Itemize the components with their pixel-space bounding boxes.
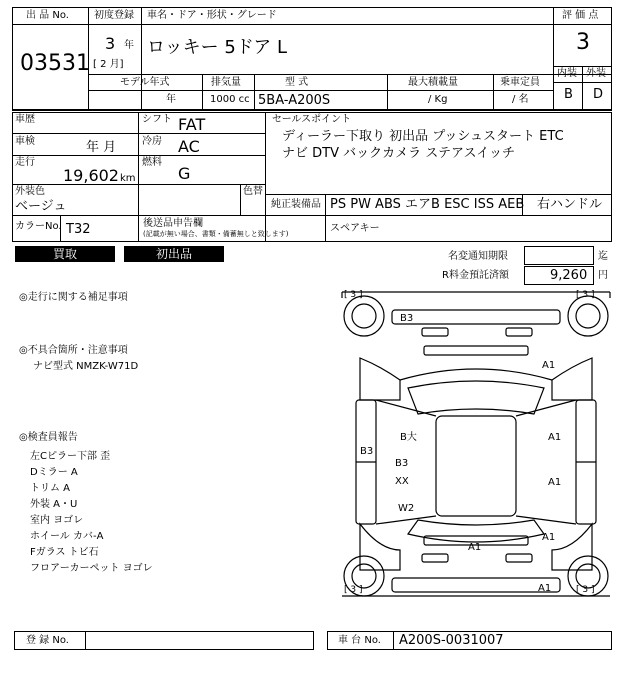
post-purchase-note: (記載が無い場合、書類・備蓄無しと致します) [143, 230, 289, 238]
mark-rear-bumper: A1 [538, 583, 552, 594]
mark-left-rear-door-2: XX [395, 476, 409, 487]
inspector-line: フロアーカーペット ヨゴレ [30, 563, 153, 574]
shift-value: FAT [178, 115, 206, 134]
exterior-label: 外装 [586, 68, 606, 79]
post-purchase-item: スペアキー [330, 223, 380, 234]
lot-label: 出 品 No. [26, 10, 69, 21]
capacity-value: / 名 [512, 94, 529, 105]
displacement-label: 排気量 [211, 77, 241, 88]
year-unit: 年 [124, 40, 134, 51]
first-reg-label: 初度登録 [94, 10, 134, 21]
displacement-value: 1000 cc [210, 94, 250, 105]
chassis-number: A200S-0031007 [399, 633, 504, 648]
body-color-value: ベージュ [15, 199, 67, 214]
equipment-value: PS PW ABS エアB ESC ISS AEB [330, 197, 525, 212]
name-change-unit: 迄 [598, 251, 608, 262]
color-no-label: カラーNo. [15, 221, 62, 232]
lot-number: 03531 [20, 51, 90, 76]
interior-grade: B [564, 87, 573, 102]
shift-label: シフト [142, 114, 172, 125]
mark-right-front-door: A1 [548, 432, 562, 443]
score-label: 評 価 点 [562, 10, 599, 21]
name-change-box [524, 246, 594, 265]
mark-left-pillar: B3 [360, 446, 374, 457]
inspector-line: ホイール カバ-A [30, 531, 104, 542]
exterior-grade: D [593, 87, 604, 102]
tag-top-left: [ 3 ] [344, 290, 363, 300]
mark-front-bumper: B3 [400, 313, 414, 324]
recycle-unit: 円 [598, 270, 608, 281]
inspector-line: トリム A [30, 483, 71, 494]
mark-right-rear-quarter: A1 [542, 532, 556, 543]
ac-label: 冷房 [142, 136, 162, 147]
inspection-label: 車検 [15, 136, 35, 147]
inspector-line: Dミラー A [30, 467, 78, 478]
interior-label: 内装 [557, 68, 577, 79]
max-load-label: 最大積載量 [408, 77, 458, 88]
mark-left-front-door: B大 [400, 432, 417, 443]
defects-line-1: ナビ型式 NMZK-W71D [33, 361, 139, 372]
sales-point-label: セールスポイント [272, 114, 352, 125]
recycle-label: R料金預託済額 [442, 270, 509, 281]
buy-badge: 買取 [15, 246, 115, 262]
first-reg-month: [ 2 月] [93, 59, 124, 70]
recycle-amount: 9,260 [550, 268, 588, 283]
mileage-unit: km [120, 173, 136, 184]
sales-point-line-2: ナビ DTV バックカメラ ステアスイッチ [282, 146, 515, 161]
color-no-value: T32 [66, 222, 91, 237]
fuel-value: G [178, 164, 191, 183]
model-year-unit: 年 [166, 94, 176, 105]
inspector-line: 左Cピラー下部 歪 [30, 451, 111, 462]
ac-value: AC [178, 137, 200, 156]
inspector-title: ◎検査員報告 [19, 432, 78, 443]
tag-bottom-right: [ 3 ] [576, 585, 595, 595]
fuel-label: 燃料 [142, 157, 162, 168]
tag-top-right: [ 3 ] [576, 290, 595, 300]
car-name: ロッキー 5ドア L [147, 37, 288, 58]
post-purchase-label: 後送品申告欄 [143, 218, 203, 229]
sales-point-line-1: ディーラー下取り 初出品 プッシュスタート ETC [282, 129, 564, 144]
vehicle-condition-diagram [340, 288, 612, 600]
mileage-value: 19,602 [63, 166, 119, 185]
driving-remarks-title: ◎走行に関する補足事項 [19, 292, 128, 303]
inspector-line: 室内 ヨゴレ [30, 515, 84, 526]
inspector-line: Fガラス トビ石 [30, 547, 99, 558]
mark-right-front-fender: A1 [542, 360, 556, 371]
first-reg-year: 3 [105, 34, 116, 53]
steering-value: 右ハンドル [537, 197, 603, 212]
inspection-value: 年 月 [86, 140, 117, 155]
model-type-label: 型 式 [285, 77, 309, 88]
defects-title: ◎不具合箇所・注意事項 [19, 345, 128, 356]
history-label: 車歴 [15, 114, 35, 125]
inspector-line: 外装 A・U [30, 499, 78, 510]
capacity-label: 乗車定員 [500, 77, 540, 88]
chassis-label: 車 台 No. [338, 635, 381, 646]
model-year-label: モデル年式 [120, 77, 170, 88]
body-color-label: 外装色 [15, 186, 45, 197]
car-name-label: 車名・ドア・形状・グレード [147, 10, 277, 21]
reg-no-label: 登 録 No. [26, 635, 69, 646]
equipment-label: 純正装備品 [271, 199, 321, 210]
mileage-label: 走行 [15, 157, 35, 168]
mark-right-rear-door: A1 [548, 477, 562, 488]
name-change-label: 名変通知期限 [448, 251, 508, 262]
color-change-label: 色替 [243, 186, 263, 197]
mark-left-rear-quarter: W2 [398, 503, 415, 514]
inspector-lines [30, 447, 153, 575]
max-load-value: / Kg [428, 94, 448, 105]
mark-left-rear-door: B3 [395, 458, 409, 469]
tag-bottom-left: [ 3 ] [344, 585, 363, 595]
overall-score: 3 [576, 30, 590, 55]
mark-trunk: A1 [468, 542, 482, 553]
model-type-value: 5BA-A200S [258, 93, 331, 108]
first-listing-badge: 初出品 [124, 246, 224, 262]
